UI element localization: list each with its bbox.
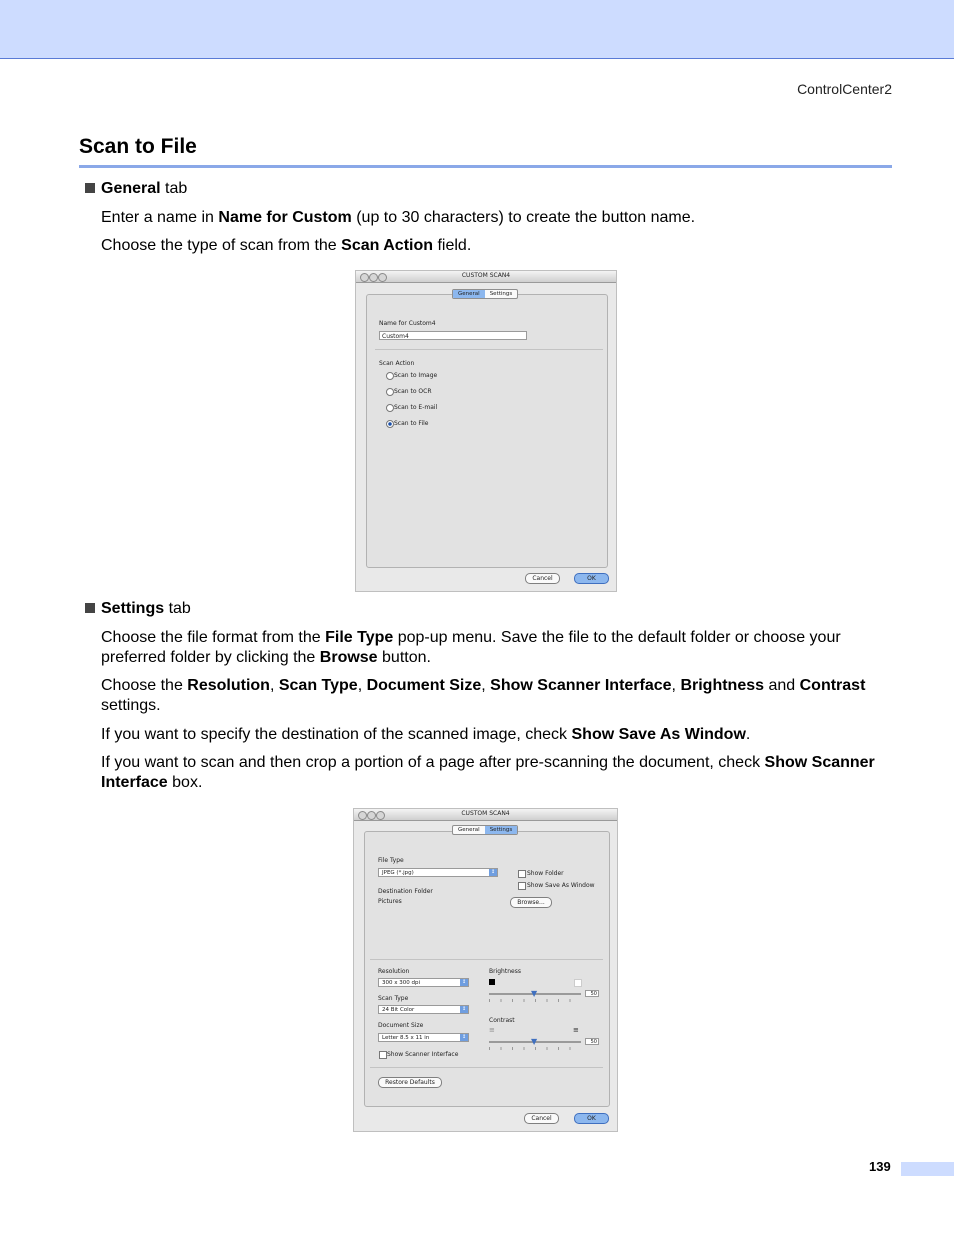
- tab-general[interactable]: General: [453, 290, 485, 298]
- general-paragraph-2: Choose the type of scan from the Scan Action field.: [101, 237, 472, 254]
- name-for-custom-input[interactable]: Custom4: [379, 331, 527, 340]
- show-folder-label: Show Folder: [527, 870, 564, 877]
- bullet-square-icon: [85, 603, 95, 613]
- radio-label: Scan to OCR: [394, 388, 432, 395]
- show-folder-checkbox[interactable]: [518, 870, 526, 878]
- high-contrast-icon: ≡: [573, 1026, 579, 1034]
- resolution-value: 300 x 300 dpi: [382, 980, 421, 986]
- cancel-button[interactable]: Cancel: [524, 1113, 559, 1124]
- tab-bar: [452, 289, 518, 299]
- document-size-select[interactable]: [378, 1033, 469, 1042]
- contrast-slider-thumb-icon[interactable]: ▼: [531, 1037, 538, 1046]
- settings-paragraph-2: Choose the Resolution, Scan Type, Document Size, Show Scanner Interface, Brightness and Contrast settings.: [101, 677, 866, 714]
- header-band: [0, 0, 954, 59]
- general-bullet: [85, 180, 187, 198]
- contrast-ticks: [489, 1047, 581, 1050]
- contrast-value[interactable]: 50: [585, 1038, 599, 1045]
- window-titlebar: [354, 809, 617, 821]
- divider: [370, 959, 603, 960]
- ok-button[interactable]: OK: [574, 573, 609, 584]
- scan-type-label: Scan Type: [378, 995, 409, 1002]
- light-swatch-icon: [574, 979, 582, 987]
- radio-label: Scan to Image: [394, 372, 438, 379]
- divider: [375, 349, 603, 350]
- settings-bullet: Settings tab: [85, 600, 191, 618]
- settings-paragraph-4: If you want to scan and then crop a portion of a page after pre-scanning the document, check Show Scanner Interface box.: [101, 754, 875, 791]
- tab-bar: [452, 825, 518, 835]
- popup-arrow-icon: ↕: [490, 869, 496, 875]
- popup-arrow-icon: ↕: [461, 1034, 467, 1040]
- ok-button[interactable]: OK: [574, 1113, 609, 1124]
- divider: [370, 1067, 603, 1068]
- file-type-value: JPEG (*.jpg): [382, 870, 414, 876]
- file-type-select[interactable]: [378, 868, 498, 877]
- tab-settings[interactable]: Settings: [489, 291, 513, 297]
- name-for-custom-label: Name for Custom4: [379, 320, 436, 327]
- general-paragraph-1: Enter a name in Name for Custom (up to 30 characters) to create the button name.: [101, 209, 696, 226]
- browse-button[interactable]: Browse...: [510, 897, 552, 908]
- radio-label: Scan to E-mail: [394, 404, 438, 411]
- show-save-as-checkbox[interactable]: [518, 882, 526, 890]
- brightness-label: Brightness: [489, 968, 521, 975]
- restore-defaults-button[interactable]: Restore Defaults: [378, 1077, 442, 1088]
- radio-scan-to-file[interactable]: [386, 420, 394, 428]
- bullet-bold: General: [101, 180, 161, 197]
- page-number: 139: [869, 1159, 891, 1174]
- settings-paragraph-3: If you want to specify the destination of the scanned image, check Show Save As Window.: [101, 726, 751, 743]
- window-title: CUSTOM SCAN4: [461, 272, 511, 279]
- chapter-name: ControlCenter2: [797, 81, 892, 97]
- popup-arrow-icon: ↕: [461, 979, 467, 985]
- brightness-slider-thumb-icon[interactable]: ▼: [531, 989, 538, 998]
- general-tab-screenshot: [355, 270, 617, 592]
- document-size-label: Document Size: [378, 1022, 424, 1029]
- settings-paragraph-1: Choose the file format from the File Type pop-up menu. Save the file to the default folder or choose your preferred folder by clicking the Browse button.: [101, 629, 841, 666]
- page-tab-marker: [901, 1162, 954, 1176]
- tab-settings[interactable]: Settings: [485, 826, 518, 834]
- bullet-square-icon: [85, 183, 95, 193]
- brightness-ticks: [489, 999, 581, 1002]
- dark-swatch-icon: [489, 979, 495, 985]
- scan-type-select[interactable]: [378, 1005, 469, 1014]
- section-rule: [79, 165, 892, 168]
- settings-tab-screenshot: [353, 808, 618, 1132]
- low-contrast-icon: ≡: [489, 1026, 495, 1034]
- popup-arrow-icon: ↕: [461, 1006, 467, 1012]
- section-title: Scan to File: [79, 135, 197, 158]
- window-titlebar: [356, 271, 616, 283]
- resolution-label: Resolution: [378, 968, 410, 975]
- show-save-as-label: Show Save As Window: [527, 882, 595, 889]
- show-scanner-interface-checkbox[interactable]: [379, 1051, 387, 1059]
- bullet-rest: tab: [160, 180, 188, 197]
- scan-type-value: 24 Bit Color: [382, 1007, 415, 1013]
- radio-scan-to-image[interactable]: [386, 372, 394, 380]
- radio-label: Scan to File: [394, 420, 429, 427]
- document-size-value: Letter 8.5 x 11 in: [382, 1035, 430, 1041]
- show-scanner-interface-label: Show Scanner Interface: [387, 1051, 459, 1058]
- file-type-label: File Type: [378, 857, 404, 864]
- scan-action-label: Scan Action: [379, 360, 415, 367]
- destination-folder-value: Pictures: [378, 898, 402, 905]
- window-title: CUSTOM SCAN4: [461, 810, 510, 817]
- brightness-value[interactable]: 50: [585, 990, 599, 997]
- resolution-select[interactable]: [378, 978, 469, 987]
- contrast-label: Contrast: [489, 1017, 515, 1024]
- cancel-button[interactable]: Cancel: [525, 573, 560, 584]
- radio-scan-to-ocr[interactable]: [386, 388, 394, 396]
- radio-scan-to-email[interactable]: [386, 404, 394, 412]
- tab-general[interactable]: General: [458, 827, 480, 833]
- destination-folder-label: Destination Folder: [378, 888, 433, 895]
